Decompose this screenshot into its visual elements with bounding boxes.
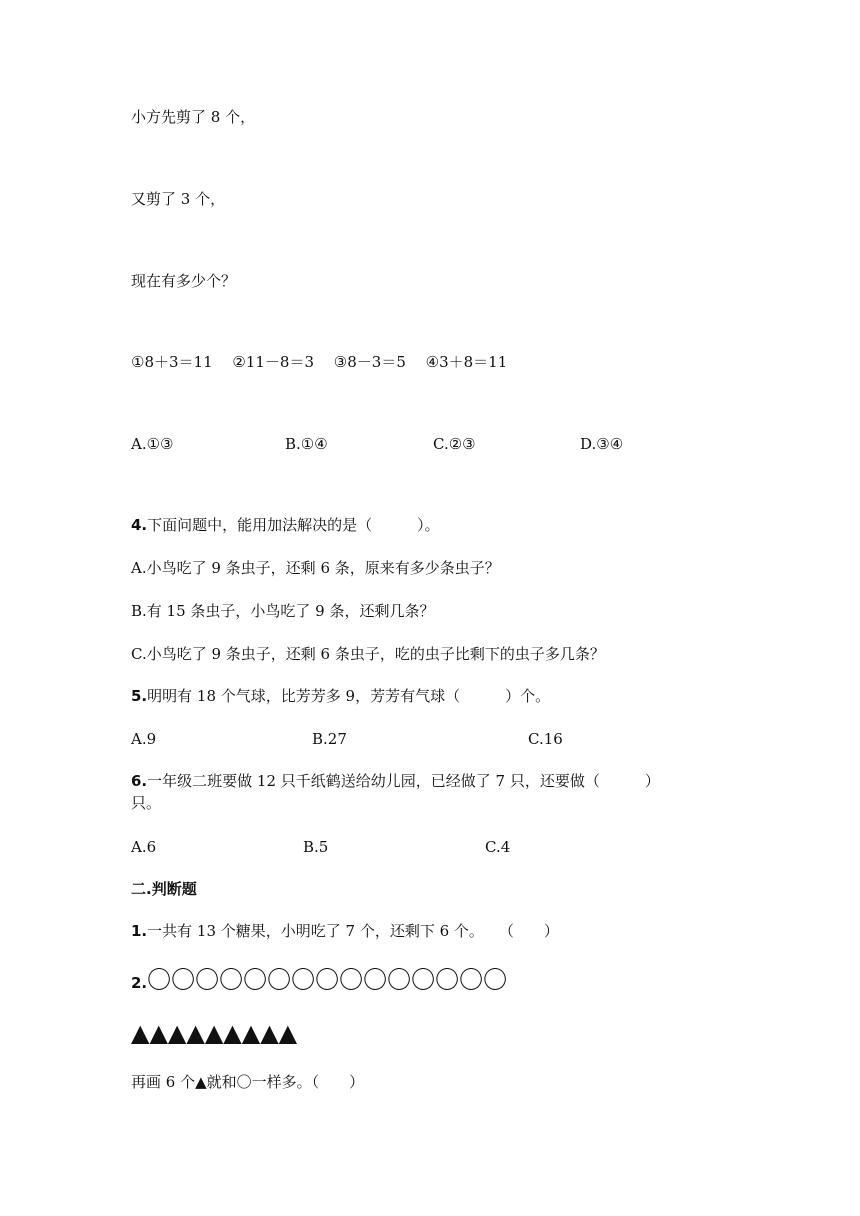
q3-option-a: A.①③ <box>131 435 174 453</box>
q6-stem-line <box>131 771 660 791</box>
q3-option-c: C.②③ <box>433 435 476 453</box>
q3-option-d: D.③④ <box>580 435 624 453</box>
q4-stem-line <box>131 515 440 535</box>
q4-option-a: A.小鸟吃了 9 条虫子，还剩 6 条，原来有多少条虫子？ <box>131 559 500 577</box>
q6-option-a: A.6 <box>131 838 157 856</box>
q3-text-line-3: 现在有多少个？ <box>131 272 237 290</box>
q5-option-a: A.9 <box>131 730 157 748</box>
q5-option-b: B.27 <box>312 730 347 748</box>
q3-text-line-1: 小方先剪了 8 个， <box>131 108 256 126</box>
triangle-shapes: ▲▲▲▲▲▲▲▲▲ <box>131 1019 298 1047</box>
q6-number: 6. <box>131 772 148 790</box>
q4-option-c: C.小鸟吃了 9 条虫子，还剩 6 条虫子，吃的虫子比剩下的虫子多几条？ <box>131 645 605 663</box>
q6-option-c: C.4 <box>485 838 511 856</box>
q3-equations: ①8＋3＝11 ②11－8＝3 ③8－3＝5 ④3＋8＝11 <box>131 353 508 371</box>
q5-stem: 明明有 18 个气球，比芳芳多 9，芳芳有气球（ ）个。 <box>147 687 551 705</box>
section-2-title: 二.判断题 <box>131 880 197 898</box>
q6-stem-continued: 只。 <box>131 794 162 812</box>
j1-text: 一共有 13 个糖果，小明吃了 7 个，还剩下 6 个。 （ ） <box>147 922 559 940</box>
j2-circles-row <box>131 966 507 997</box>
q3-text-line-2: 又剪了 3 个， <box>131 190 226 208</box>
q3-option-b: B.①④ <box>285 435 328 453</box>
q5-number: 5. <box>131 687 148 705</box>
q5-stem-line <box>131 686 550 706</box>
j2-text: 再画 6 个▲就和〇一样多。（ ） <box>131 1073 365 1091</box>
circle-shapes: 〇〇〇〇〇〇〇〇〇〇〇〇〇〇〇 <box>147 966 508 994</box>
j1-line <box>131 921 559 941</box>
q6-option-b: B.5 <box>303 838 329 856</box>
q4-number: 4. <box>131 516 148 534</box>
j2-number: 2. <box>131 974 148 992</box>
q4-option-b: B.有 15 条虫子，小鸟吃了 9 条，还剩几条？ <box>131 602 435 620</box>
q5-option-c: C.16 <box>528 730 563 748</box>
q4-stem: 下面问题中，能用加法解决的是（ ）。 <box>147 516 440 534</box>
j1-number: 1. <box>131 922 148 940</box>
q6-stem: 一年级二班要做 12 只千纸鹤送给幼儿园，已经做了 7 只，还要做（ ） <box>147 772 660 790</box>
